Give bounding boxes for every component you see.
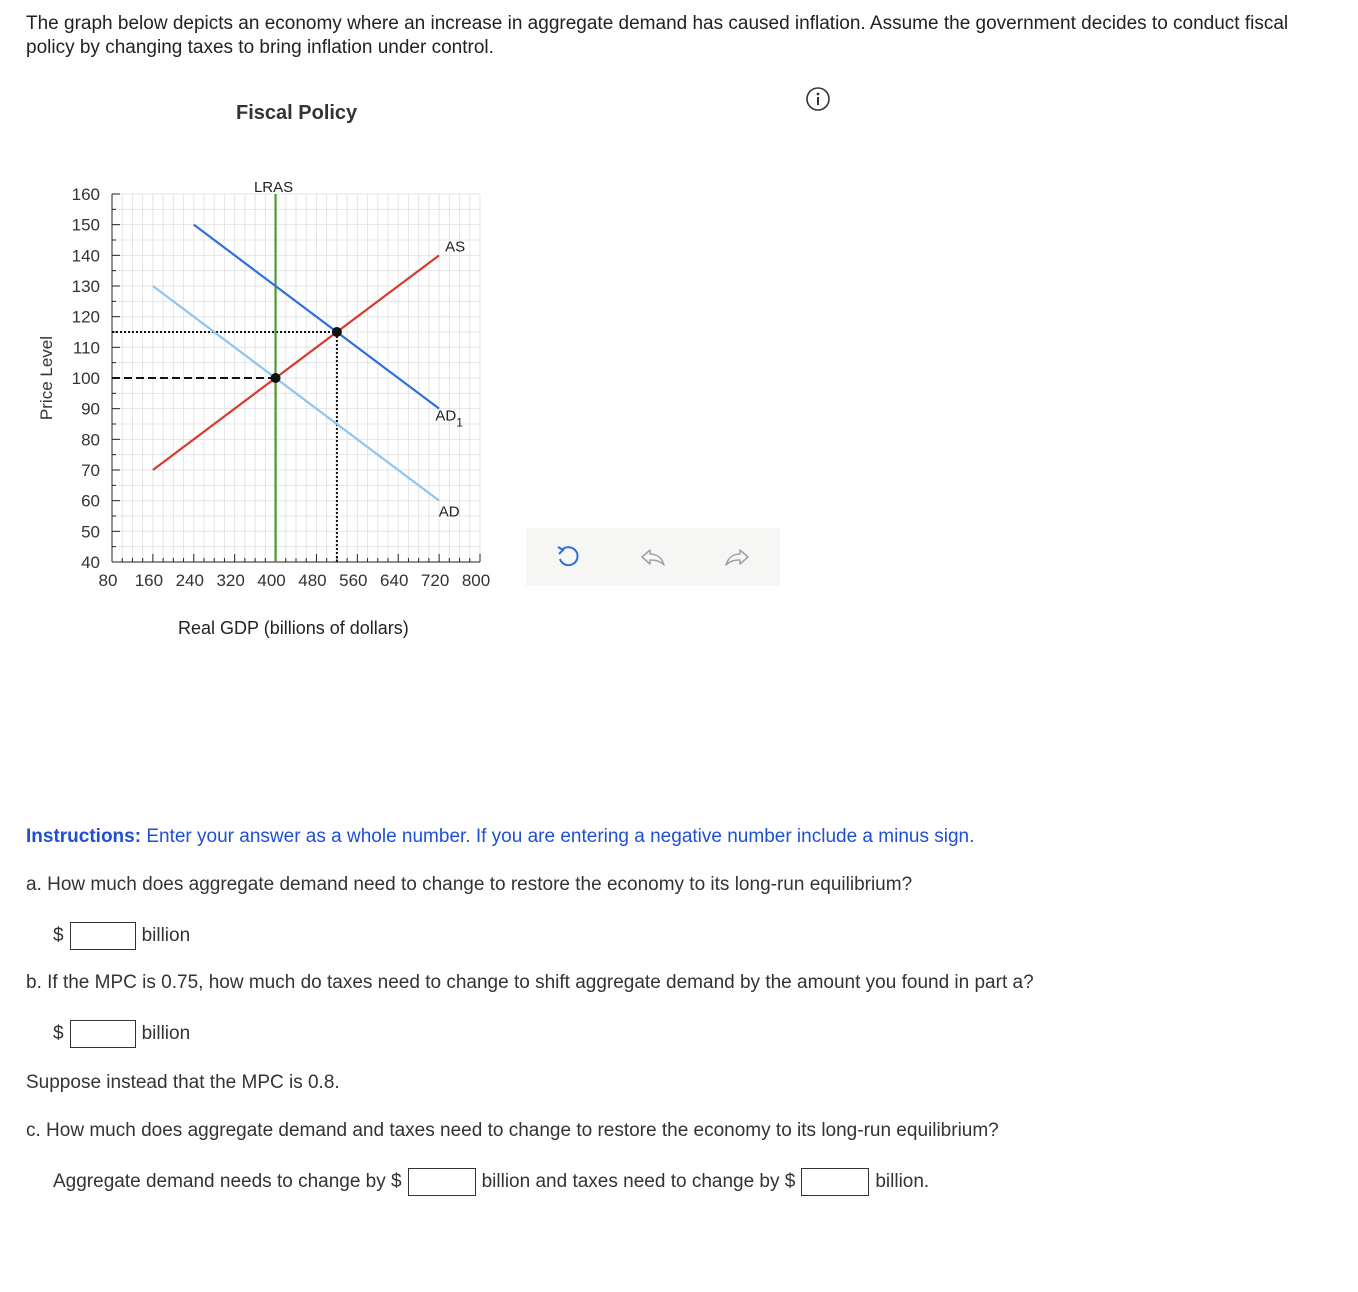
redo-icon[interactable] bbox=[721, 541, 753, 573]
y-tick-label: 120 bbox=[71, 307, 100, 327]
y-tick-label: 160 bbox=[71, 185, 100, 204]
x-tick-label: 400 bbox=[257, 571, 286, 590]
x-tick-label: 800 bbox=[461, 571, 491, 590]
y-tick-label: 70 bbox=[81, 461, 100, 480]
answer-c-row bbox=[53, 1168, 929, 1196]
x-tick-label: 320 bbox=[216, 571, 245, 590]
answer-c-tax-input[interactable] bbox=[801, 1168, 869, 1196]
answer-b-row bbox=[53, 1020, 190, 1048]
y-tick-label: 90 bbox=[81, 399, 100, 419]
y-tick-label: 110 bbox=[72, 338, 100, 358]
answer-a-input[interactable] bbox=[70, 922, 136, 950]
equilibrium-point bbox=[332, 327, 342, 337]
y-tick-label: 50 bbox=[81, 522, 100, 542]
y-axis-title: Price Level bbox=[37, 335, 56, 421]
dollar-sign: $ bbox=[53, 925, 64, 946]
x-tick-label: 80 bbox=[98, 571, 118, 590]
instructions-label: Instructions: bbox=[26, 826, 142, 847]
question-b: b. If the MPC is 0.75, how much do taxes need to change to shift aggregate demand by the amount you found in part a? bbox=[26, 972, 1034, 993]
y-tick-label: 140 bbox=[71, 246, 100, 266]
y-tick-label: 60 bbox=[81, 491, 100, 511]
billion-label: billion bbox=[141, 925, 191, 946]
curve-label-as: AS bbox=[445, 238, 466, 256]
equilibrium-point bbox=[271, 373, 281, 383]
suppose-text: Suppose instead that the MPC is 0.8. bbox=[26, 1072, 340, 1093]
x-tick-label: 160 bbox=[134, 571, 164, 590]
curve-label-ad1: $AD_1$ bbox=[435, 407, 463, 430]
x-tick-label: 480 bbox=[298, 571, 327, 590]
curve-label-subscript: 1 bbox=[456, 415, 463, 430]
answer-c-prefix: Aggregate demand needs to change by $ bbox=[53, 1171, 402, 1192]
x-tick-label: 240 bbox=[175, 571, 204, 590]
x-axis-title: Real GDP (billions of dollars) bbox=[178, 618, 409, 638]
reset-icon[interactable] bbox=[552, 541, 584, 573]
chart bbox=[0, 170, 520, 600]
x-tick-label: 640 bbox=[380, 571, 409, 590]
info-icon[interactable] bbox=[805, 86, 831, 112]
intro-text: The graph below depicts an economy where an increase in aggregate demand has caused inflation. Assume the government decides to conduct fiscal policy by changing taxes to bring inflation under control. bbox=[26, 13, 1289, 58]
x-tick-label: 720 bbox=[420, 571, 450, 590]
chart-title: Fiscal Policy bbox=[236, 102, 358, 124]
answer-c-mid: billion and taxes need to change by $ bbox=[481, 1171, 796, 1192]
y-tick-label: 100 bbox=[71, 369, 100, 388]
y-tick-label: 150 bbox=[71, 215, 100, 235]
y-tick-label: 40 bbox=[81, 553, 100, 572]
y-tick-label: 80 bbox=[81, 430, 100, 450]
answer-c-ad-input[interactable] bbox=[408, 1168, 476, 1196]
instructions bbox=[26, 826, 974, 848]
curve-label-lras: LRAS bbox=[253, 179, 294, 196]
instructions-text: Enter your answer as a whole number. If you are entering a negative number include a minus sign. bbox=[141, 826, 975, 847]
answer-c-suffix: billion. bbox=[875, 1171, 930, 1192]
answer-b-input[interactable] bbox=[70, 1020, 136, 1048]
y-tick-label: 130 bbox=[71, 277, 100, 296]
question-c: c. How much does aggregate demand and taxes need to change to restore the economy to its long-run equilibrium? bbox=[26, 1120, 999, 1141]
x-tick-label: 560 bbox=[339, 571, 368, 590]
billion-label: billion bbox=[141, 1023, 191, 1044]
curve-label-ad: AD bbox=[438, 503, 460, 521]
question-a: a. How much does aggregate demand need to change to restore the economy to its long-run equilibrium? bbox=[26, 874, 913, 895]
undo-icon[interactable] bbox=[637, 541, 669, 573]
dollar-sign: $ bbox=[53, 1023, 64, 1044]
answer-a-row bbox=[53, 922, 190, 950]
graph-toolbar bbox=[526, 528, 780, 586]
